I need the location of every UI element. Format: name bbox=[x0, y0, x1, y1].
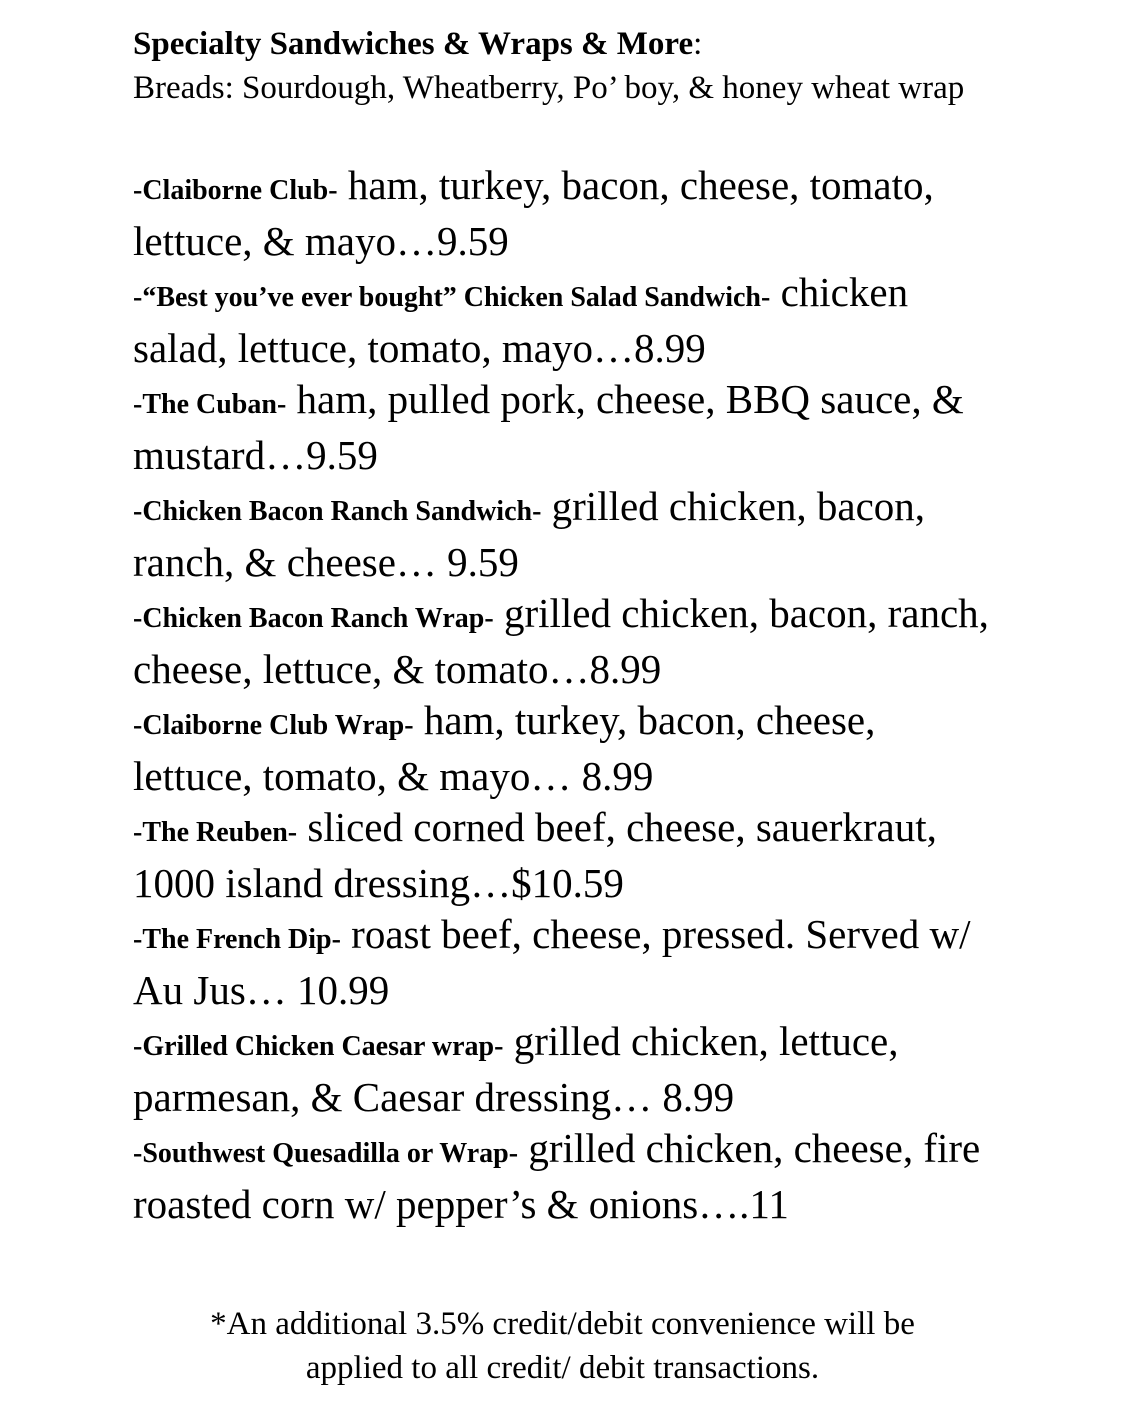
menu-item bbox=[133, 374, 1003, 481]
item-name: -Claiborne Club Wrap- bbox=[133, 710, 414, 741]
item-name: -Chicken Bacon Ranch Wrap- bbox=[133, 603, 494, 634]
item-name: -Claiborne Club- bbox=[133, 175, 338, 206]
menu-item bbox=[133, 588, 1003, 695]
menu-item bbox=[133, 267, 1003, 374]
menu-item bbox=[133, 695, 1003, 802]
surcharge-notice bbox=[0, 1302, 1125, 1390]
item-description: ham, pulled pork, cheese, BBQ sauce, & mustard…9.59 bbox=[133, 376, 964, 478]
item-description: ham, turkey, bacon, cheese, tomato, lettuce, & mayo…9.59 bbox=[133, 162, 934, 264]
menu-title: Specialty Sandwiches & Wraps & More bbox=[133, 26, 694, 62]
item-name: -“Best you’ve ever bought” Chicken Salad Sandwich- bbox=[133, 282, 771, 313]
menu-item bbox=[133, 1016, 1003, 1123]
surcharge-notice-line-1: *An additional 3.5% credit/debit convenience will be bbox=[210, 1306, 915, 1342]
menu-item bbox=[133, 1123, 1003, 1230]
menu-items bbox=[133, 160, 1093, 1230]
item-name: -The Cuban- bbox=[133, 389, 287, 420]
menu-item bbox=[133, 909, 1003, 1016]
menu-item bbox=[133, 481, 1003, 588]
menu-title-colon: : bbox=[693, 26, 703, 62]
bread-options: Breads: Sourdough, Wheatberry, Po’ boy, & honey wheat wrap bbox=[133, 70, 965, 106]
item-name: -The French Dip- bbox=[133, 924, 341, 955]
item-description: grilled chicken, bacon, ranch, & cheese… 9.59 bbox=[133, 483, 926, 585]
item-description: roast beef, cheese, pressed. Served w/ Au Jus… 10.99 bbox=[133, 911, 971, 1013]
item-name: -Southwest Quesadilla or Wrap- bbox=[133, 1138, 519, 1169]
item-description: ham, turkey, bacon, cheese, lettuce, tomato, & mayo… 8.99 bbox=[133, 697, 876, 799]
item-name: -Grilled Chicken Caesar wrap- bbox=[133, 1031, 504, 1062]
menu-item bbox=[133, 160, 1003, 267]
item-description: grilled chicken, bacon, ranch, cheese, lettuce, & tomato…8.99 bbox=[133, 590, 989, 692]
item-description: grilled chicken, lettuce, parmesan, & Caesar dressing… 8.99 bbox=[133, 1018, 899, 1120]
surcharge-notice-line-2: applied to all credit/ debit transactions. bbox=[305, 1350, 820, 1386]
item-name: -Chicken Bacon Ranch Sandwich- bbox=[133, 496, 542, 527]
menu-heading bbox=[133, 22, 1093, 66]
item-description: sliced corned beef, cheese, sauerkraut, 1000 island dressing…$10.59 bbox=[133, 804, 937, 906]
item-description: chicken salad, lettuce, tomato, mayo…8.99 bbox=[133, 269, 909, 371]
menu-item bbox=[133, 802, 1003, 909]
item-description: grilled chicken, cheese, fire roasted corn w/ pepper’s & onions….11 bbox=[133, 1125, 981, 1227]
item-name: -The Reuben- bbox=[133, 817, 298, 848]
menu bbox=[133, 22, 1093, 1230]
